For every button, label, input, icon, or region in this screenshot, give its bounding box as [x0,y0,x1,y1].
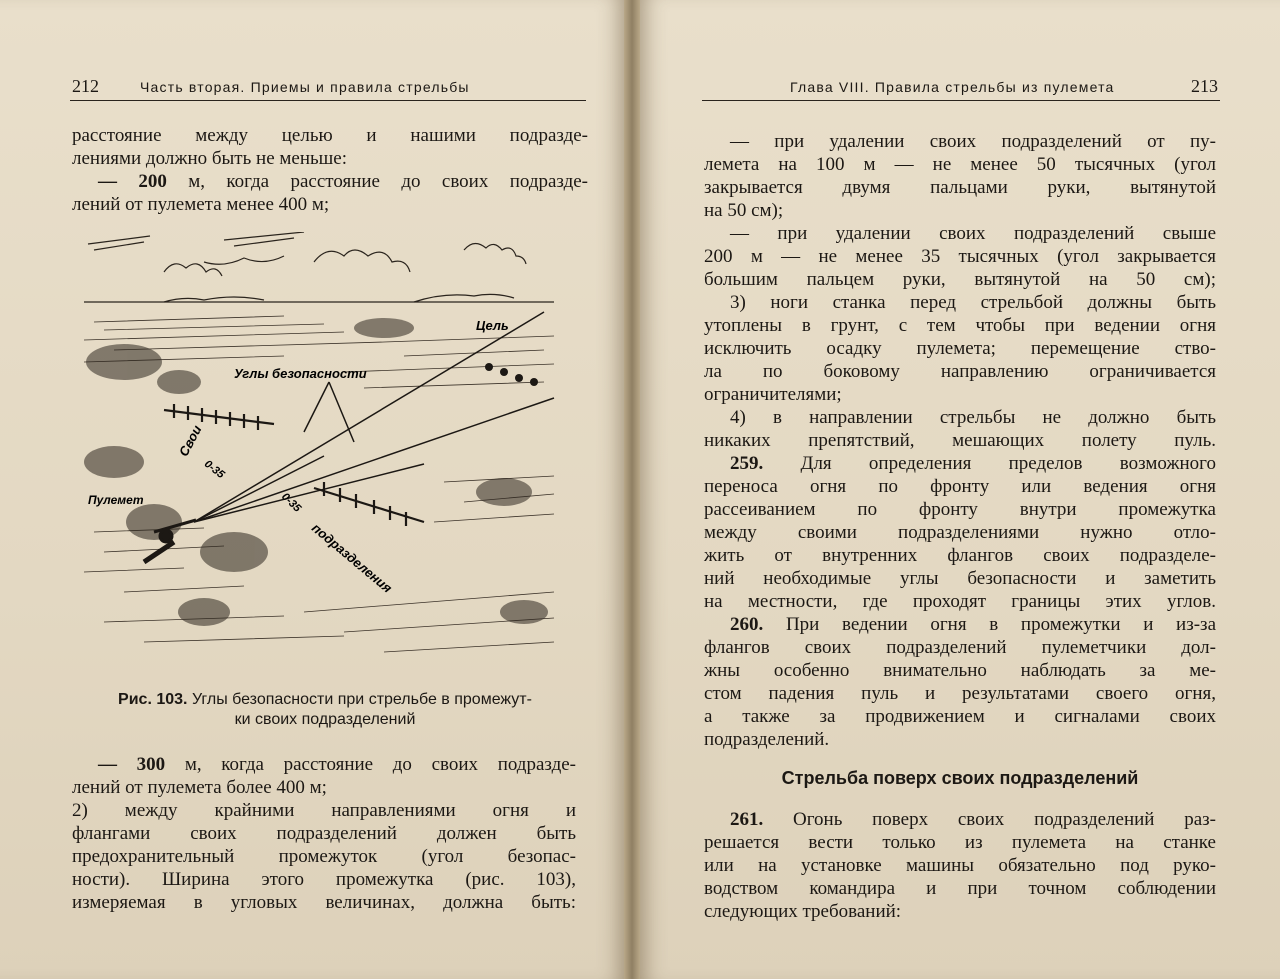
label-angle-b: 0-35 [279,490,304,515]
text-line: жить от внутренних флангов своих подразделе- [704,545,1216,566]
text-line: жны особенно внимательно наблюдать за ме- [704,660,1216,681]
running-head-title: Часть вторая. Приемы и правила стрельбы [140,79,470,95]
text-line: ности). Ширина этого промежутка (рис. 103), [72,869,576,890]
left-paragraph-top [72,124,588,216]
text-line: утоплены в грунт, с тем чтобы при ведении огня [704,315,1216,336]
text-line: лений от пулемета менее 400 м; [72,194,330,215]
text-line: решается вести только из пулемета на станке [704,832,1216,853]
text-line: рассеиванием по фронту внутри промежутка [704,499,1216,520]
page-number: 213 [1191,76,1218,96]
label-safety-angles: Углы безопасности [234,366,367,381]
right-paragraph-bottom [704,808,1216,923]
text-line: ограничителями; [704,384,842,405]
text-line: переноса огня по фронту или ведения огня [704,476,1216,497]
text-line: расстояние между целью и нашими подразде- [72,125,588,146]
text-line: 3) ноги станка перед стрельбой должны быть [730,292,1216,313]
text-line: водством командира и при точном соблюдении [704,878,1216,899]
text-line: 259. Для определения пределов возможного [730,453,1216,474]
text-line: на 50 см); [704,200,784,221]
caption-prefix: Рис. 103. [118,691,188,708]
left-running-head [70,62,586,101]
text-line: лемета на 100 м — не менее 50 тысячных (угол [704,154,1216,175]
text-line: закрывается двумя пальцами руки, вытянутой [704,177,1216,198]
right-page [640,0,1280,979]
text-line: 200 м — не менее 35 тысячных (угол закрывается [704,246,1216,267]
text-line: ла по боковому направлению ограничивается [704,361,1216,382]
text-line: — при удалении своих подразделений свыше [730,223,1216,244]
text-line: 2) между крайними направлениями огня и [72,800,576,821]
text-line: предохранительный промежуток (угол безопас- [72,846,576,867]
left-page [0,0,624,979]
text-line: на местности, где проходят границы этих углов. [704,591,1216,612]
text-line: 260. При ведении огня в промежутки и из-за [730,614,1216,635]
text-line: большим пальцем руки, вытянутой на 50 см); [704,269,1216,290]
text-line: или на установке машины обязательно под руко- [704,855,1216,876]
label-machine-gun: Пулемет [88,493,144,507]
text-line: стом падения пуль и результатами своего огня, [704,683,1216,704]
label-angle-a: 0-35 [201,457,227,482]
text-line: ний необходимые углы безопасности и заметить [704,568,1216,589]
text-line: никаких препятствий, мешающих полету пуль. [704,430,1216,451]
page-number: 212 [72,76,99,96]
text-line: — при удалении своих подразделений от пу- [730,131,1216,152]
text-line: — 200 м, когда расстояние до своих подразде- [98,171,589,192]
right-paragraph-top [704,130,1216,751]
label-own: Свои [175,422,205,459]
text-line: следующих требований: [704,901,902,922]
text-line: 4) в направлении стрельбы не должно быть [730,407,1216,428]
section-title: Стрельба поверх своих подразделений [781,768,1139,788]
caption-line-1: Углы безопасности при стрельбе в промежут- [191,691,532,708]
right-running-head [702,62,1220,101]
label-units: подразделения [309,520,395,596]
book-gutter [624,0,640,979]
text-line: лений от пулемета более 400 м; [72,777,327,798]
text-line: — 300 м, когда расстояние до своих подразде- [98,754,576,775]
running-head-title: Глава VIII. Правила стрельбы из пулемета [790,79,1115,95]
text-line: флангами своих подразделений должен быть [72,823,576,844]
caption-line-2: ки своих подразделений [234,711,416,728]
text-line: 261. Огонь поверх своих подразделений раз- [730,809,1216,830]
text-line: лениями должно быть не меньше: [72,148,348,169]
left-paragraph-bottom [72,753,576,914]
text-line: флангов своих подразделений пулеметчики дол- [704,637,1216,658]
text-line: измеряемая в угловых величинах, должна быть: [72,892,576,913]
text-line: подразделений. [704,729,830,750]
figure-103-illustration [84,232,564,672]
text-line: исключить осадку пулемета; перемещение ство- [704,338,1216,359]
figure-caption [76,690,574,730]
text-line: а также за продвижением и сигналами своих [704,706,1216,727]
label-target: Цель [476,318,509,333]
text-line: между своими подразделениями нужно отло- [704,522,1216,543]
